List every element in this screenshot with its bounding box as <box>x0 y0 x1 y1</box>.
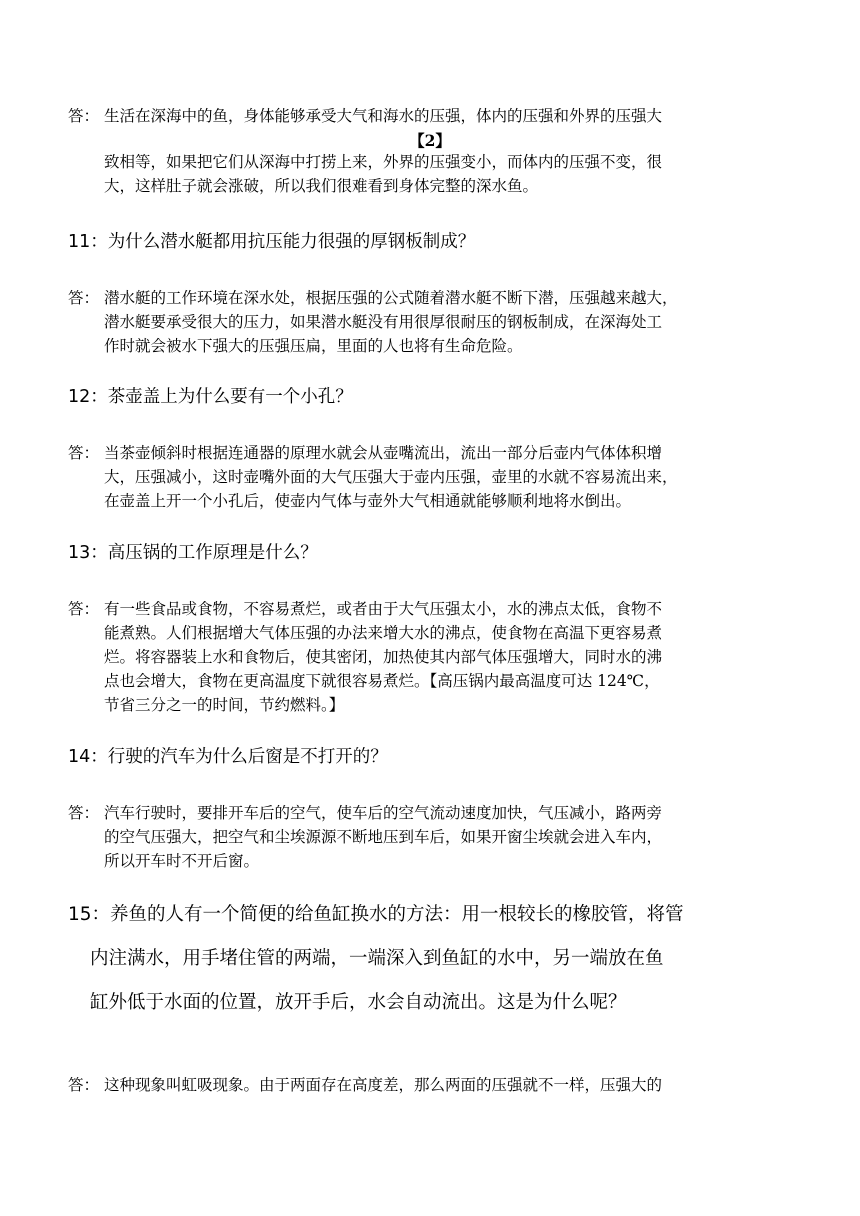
answer-line: 当茶壶倾斜时根据连通器的原理水就会从壶嘴流出，流出一部分后壶内气体体积增 <box>104 444 663 462</box>
answer-11 <box>68 286 758 358</box>
question-number: 14： <box>68 747 108 767</box>
answer-line: 在壶盖上开一个小孔后，使壶内气体与壶外大气相通就能够顺利地将水倒出。 <box>104 492 632 510</box>
answer-line: 致相等，如果把它们从深海中打捞上来，外界的压强变小，而体内的压强不变，很 <box>104 153 663 171</box>
answer-14 <box>68 801 758 873</box>
answer-label: 答： <box>68 1076 100 1094</box>
answer-label: 答： <box>68 600 100 618</box>
answer-line: 有一些食品或食物，不容易煮烂，或者由于大气压强太小，水的沸点太低，食物不 <box>104 600 663 618</box>
answer-text <box>68 441 758 513</box>
answer-line: 大，这样肚子就会涨破，所以我们很难看到身体完整的深水鱼。 <box>104 177 539 195</box>
answer-label: 答： <box>68 444 100 462</box>
question-15 <box>68 893 758 1025</box>
question-number: 11： <box>68 232 108 252</box>
answer-label: 答： <box>68 804 100 822</box>
answer-label: 答： <box>68 289 100 307</box>
question-line: 内注满水，用手堵住管的两端，一端深入到鱼缸的水中，另一端放在鱼 <box>90 948 664 969</box>
answer-line: 节省三分之一的时间，节约燃料。】 <box>104 696 345 714</box>
answer-line: 作时就会被水下强大的压强压扁，里面的人也将有生命危险。 <box>104 337 523 355</box>
question-13 <box>68 540 758 566</box>
question-14 <box>68 744 758 770</box>
answer-10-continued <box>68 150 758 198</box>
answer-line: 大，压强减小，这时壶嘴外面的大气压强大于壶内压强，壶里的水就不容易流出来， <box>104 468 678 486</box>
question-line: 15：养鱼的人有一个简便的给鱼缸换水的方法：用一根较长的橡胶管，将管 <box>68 904 684 925</box>
question-text: 为什么潜水艇都用抗压能力很强的厚钢板制成？ <box>107 232 476 252</box>
answer-line: 能煮熟。人们根据增大气体压强的办法来增大水的沸点，使食物在高温下更容易煮 <box>104 624 663 642</box>
answer-12 <box>68 441 758 513</box>
question-text: 高压锅的工作原理是什么？ <box>107 543 318 563</box>
answer-line: 的空气压强大，把空气和尘埃源源不断地压到车后，如果开窗尘埃就会进入车内， <box>104 828 663 846</box>
question-number: 13： <box>68 543 108 563</box>
question-11 <box>68 229 758 255</box>
question-number: 12： <box>68 387 108 407</box>
answer-text <box>68 104 758 128</box>
question-text <box>68 893 758 1025</box>
question-text: 茶壶盖上为什么要有一个小孔？ <box>107 387 353 407</box>
answer-line: 这种现象叫虹吸现象。由于两面存在高度差，那么两面的压强就不一样，压强大的 <box>104 1076 663 1094</box>
question-number: 15： <box>68 904 111 925</box>
answer-text <box>68 286 758 358</box>
answer-text <box>68 150 758 198</box>
question-text: 行驶的汽车为什么后窗是不打开的？ <box>107 747 388 767</box>
answer-line: 潜水艇要承受很大的压力，如果潜水艇没有用很厚很耐压的钢板制成，在深海处工 <box>104 313 663 331</box>
page-marker: 【2】 <box>409 131 451 150</box>
answer-line: 烂。将容器装上水和食物后，使其密闭，加热使其内部气体压强增大，同时水的沸 <box>104 648 663 666</box>
answer-13 <box>68 597 758 717</box>
answer-15 <box>68 1073 758 1097</box>
answer-text <box>68 1073 758 1097</box>
answer-line: 生活在深海中的鱼，身体能够承受大气和海水的压强，体内的压强和外界的压强大 <box>104 107 663 125</box>
question-line: 缸外低于水面的位置，放开手后，水会自动流出。这是为什么呢？ <box>90 992 627 1013</box>
answer-line: 潜水艇的工作环境在深水处，根据压强的公式随着潜水艇不断下潜，压强越来越大， <box>104 289 678 307</box>
answer-line: 汽车行驶时，要排开车后的空气，使车后的空气流动速度加快，气压减小，路两旁 <box>104 804 663 822</box>
answer-text <box>68 597 758 717</box>
answer-label: 答： <box>68 107 100 125</box>
answer-10 <box>68 104 758 128</box>
answer-line: 所以开车时不开后窗。 <box>104 852 260 870</box>
answer-line: 点也会增大，食物在更高温度下就很容易煮烂。【高压锅内最高温度可达 124℃， <box>104 672 660 690</box>
question-12 <box>68 384 758 410</box>
answer-text <box>68 801 758 873</box>
